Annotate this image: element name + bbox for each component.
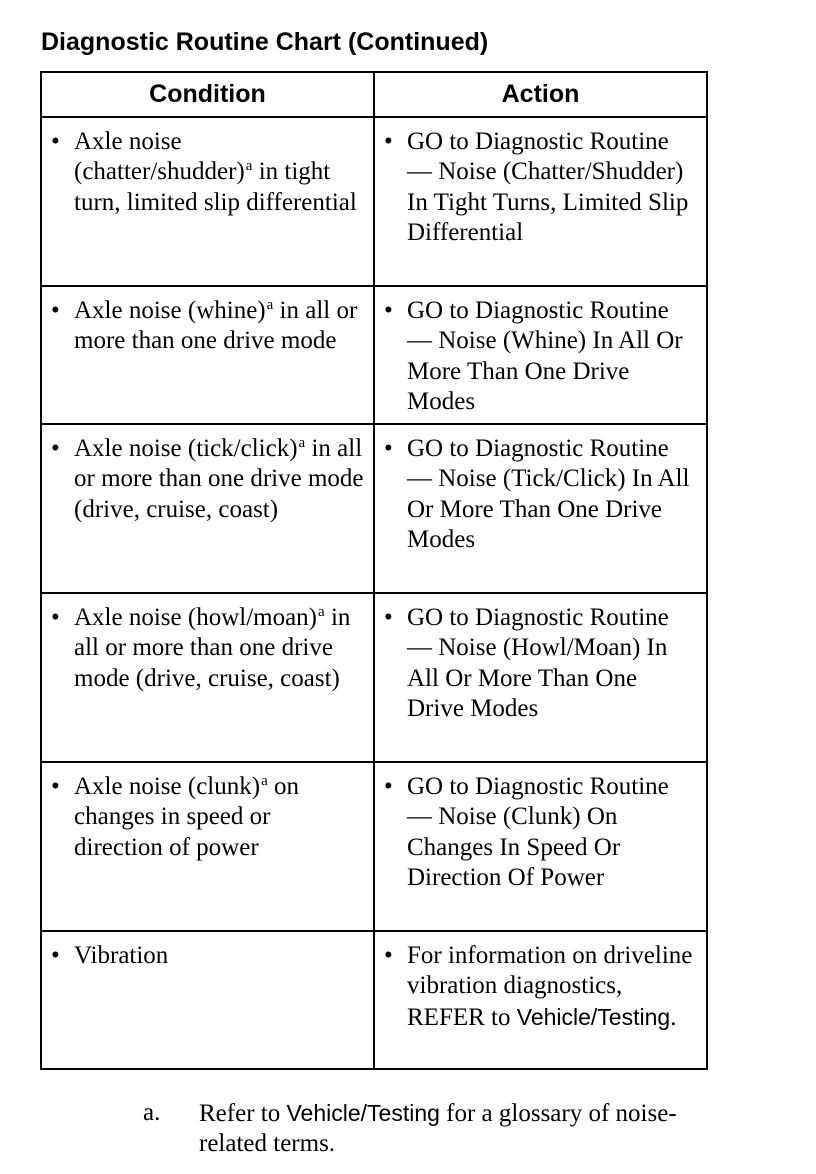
bullet: • [384,297,393,324]
action-cell [374,762,707,931]
footnote-ref: a [266,297,274,313]
action-cell [374,593,707,762]
table-row [41,117,707,286]
condition-cell [41,593,374,762]
table-row [41,424,707,593]
action-text: GO to Diagnostic Routine — Noise (Whine) In All Or More Than One Drive Modes [407,297,683,415]
footnote-text-end: for a glossary of noise-related terms. [199,1100,677,1157]
action-text: GO to Diagnostic Routine — Noise (Chatter/Shudder) In Tight Turns, Limited Slip Differential [407,128,689,246]
condition-cell [41,931,374,1069]
bullet: • [384,435,393,463]
condition-text-cont: on changes in speed or direction of power [74,773,299,861]
footnote-ref: a [298,435,306,452]
action-text: GO to Diagnostic Routine — Noise (Howl/Moan) In All Or More Than One Drive Modes [407,604,669,723]
table-row [41,286,707,424]
bullet: • [384,773,393,801]
action-text: GO to Diagnostic Routine — Noise (Tick/Click) In All Or More Than One Drive Modes [407,435,690,554]
diagnostic-routine-table [40,71,708,1070]
condition-text: Axle noise (howl/moan) [74,604,318,632]
page-title: Diagnostic Routine Chart (Continued) [41,28,489,56]
bullet: • [384,942,393,970]
table-header-row [41,72,707,117]
action-cell [374,117,707,286]
condition-text-cont: in all or more than one drive mode (drive, cruise, coast) [74,435,364,523]
bullet: • [51,604,60,632]
footnote-ref: a [245,158,253,175]
footnote-ref: a [318,604,325,621]
condition-column-header: Condition [41,72,374,117]
footnote-text-start: Refer to [199,1100,287,1127]
table-row [41,931,707,1069]
condition-cell [41,424,374,593]
table-row [41,593,707,762]
vehicle-testing-reference: Vehicle/Testing [516,1003,671,1030]
footnote-text [199,1098,719,1159]
bullet: • [51,297,60,324]
bullet: • [51,942,60,970]
action-text: GO to Diagnostic Routine — Noise (Clunk) On Changes In Speed Or Direction Of Power [407,773,669,892]
action-column-header: Action [374,72,707,117]
bullet: • [51,435,60,463]
condition-text: Axle noise (tick/click) [74,435,298,463]
condition-cell [41,762,374,931]
action-text-end: . [670,1003,677,1031]
condition-text: Axle noise (chatter/shudder) [74,128,245,186]
vehicle-testing-reference: Vehicle/Testing [286,1100,440,1126]
action-text: For information on driveline vibration diagnostics, REFER to [407,942,693,1031]
action-cell [374,931,707,1069]
footnote-ref: a [261,773,268,790]
bullet: • [51,773,60,801]
condition-cell [41,286,374,424]
action-cell [374,286,707,424]
bullet: • [51,128,60,155]
condition-text: Axle noise (whine) [74,297,266,324]
footnote-marker: a. [143,1099,161,1126]
action-cell [374,424,707,593]
condition-cell [41,117,374,286]
table-row [41,762,707,931]
condition-text-cont: in all or more than one drive mode [74,297,358,355]
bullet: • [384,604,393,632]
bullet: • [384,128,393,155]
condition-text: Vibration [74,942,169,970]
condition-text-cont: in all or more than one drive mode (drive, cruise, coast) [74,604,351,692]
condition-text-cont: in tight turn, limited slip differential [74,158,357,216]
condition-text: Axle noise (clunk) [74,773,261,801]
